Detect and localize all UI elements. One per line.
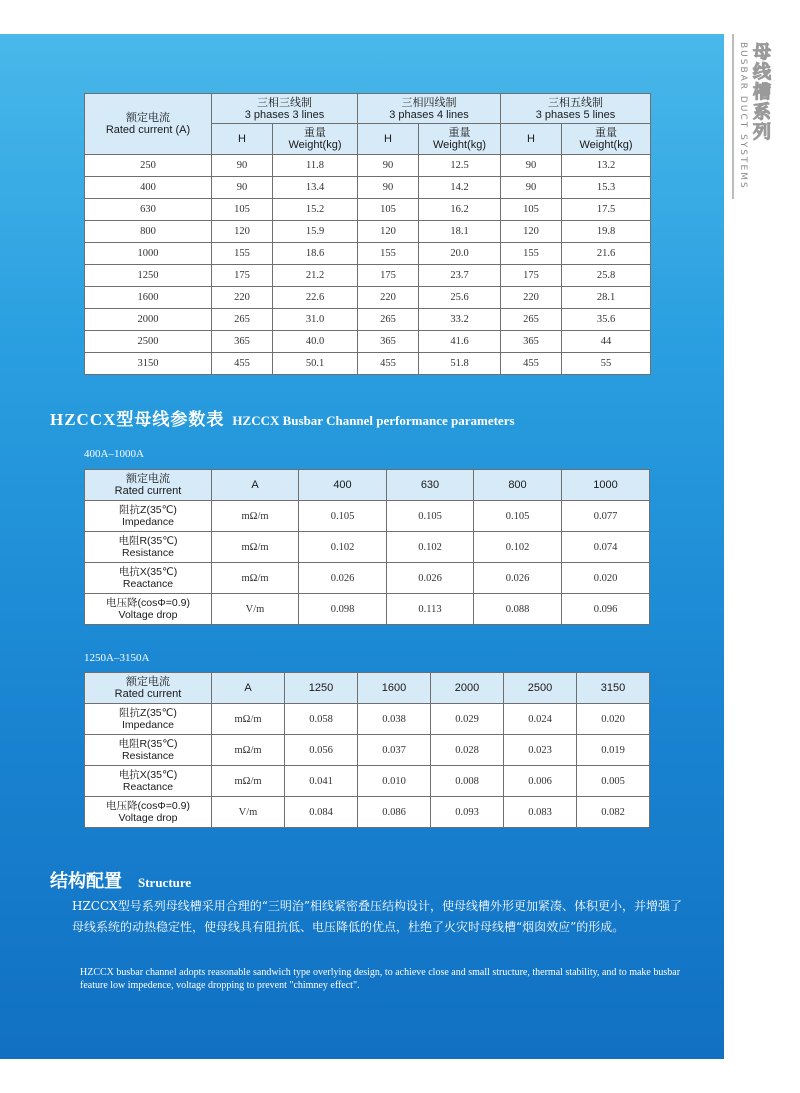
weight-table — [84, 93, 651, 375]
table-cell: 0.113 — [387, 594, 474, 625]
voltage-drop-label: 电压降(cosΦ=0.9) Voltage drop — [85, 797, 212, 828]
table-row — [85, 155, 651, 177]
table-cell: 16.2 — [419, 199, 501, 221]
group-header-3p4l: 三相四线制 3 phases 4 lines — [358, 94, 501, 124]
table-cell: 120 — [501, 221, 562, 243]
table-cell: 15.2 — [273, 199, 358, 221]
table-row — [85, 673, 650, 704]
table-row — [85, 353, 651, 375]
table-cell: 155 — [358, 243, 419, 265]
table-cell: 33.2 — [419, 309, 501, 331]
table-cell: 0.028 — [431, 735, 504, 766]
table-cell: 455 — [501, 353, 562, 375]
table-cell: 90 — [501, 177, 562, 199]
sub-header-weight: 重量 Weight(kg) — [562, 124, 651, 155]
table-cell: 0.019 — [577, 735, 650, 766]
table-cell: 25.6 — [419, 287, 501, 309]
table-cell: 2500 — [85, 331, 212, 353]
table-cell: 265 — [501, 309, 562, 331]
table-row — [85, 735, 650, 766]
table-row — [85, 177, 651, 199]
table-cell: 15.9 — [273, 221, 358, 243]
parameters-heading-en: HZCCX Busbar Channel performance parameters — [232, 413, 515, 428]
table-cell: 21.2 — [273, 265, 358, 287]
table-cell: 220 — [212, 287, 273, 309]
table-row — [85, 470, 650, 501]
table-cell: 90 — [501, 155, 562, 177]
current-header: 400 — [299, 470, 387, 501]
parameters-heading-cn: HZCCX型母线参数表 — [50, 410, 225, 429]
table-cell: 17.5 — [562, 199, 651, 221]
parameter-table-b — [84, 672, 650, 828]
group-header-3p3l: 三相三线制 3 phases 3 lines — [212, 94, 358, 124]
resistance-label: 电阻R(35℃) Resistance — [85, 532, 212, 563]
table-cell: 14.2 — [419, 177, 501, 199]
table-cell: 175 — [212, 265, 273, 287]
range-label-b: 1250A–3150A — [84, 652, 150, 664]
rated-current-header: 额定电流 Rated current (A) — [85, 94, 212, 155]
table-cell: 0.096 — [562, 594, 650, 625]
table-cell: 21.6 — [562, 243, 651, 265]
table-cell: 105 — [358, 199, 419, 221]
table-cell: 90 — [212, 155, 273, 177]
table-cell: 0.077 — [562, 501, 650, 532]
rated-current-header: 额定电流 Rated current — [85, 673, 212, 704]
reactance-label: 电抗X(35℃) Reactance — [85, 563, 212, 594]
current-header: 1250 — [285, 673, 358, 704]
table-cell: 18.6 — [273, 243, 358, 265]
table-cell: 0.005 — [577, 766, 650, 797]
table-cell: 0.105 — [474, 501, 562, 532]
table-cell: 175 — [358, 265, 419, 287]
table-cell: 12.5 — [419, 155, 501, 177]
table-cell: 220 — [501, 287, 562, 309]
sub-header-h: H — [501, 124, 562, 155]
table-cell: 0.026 — [474, 563, 562, 594]
structure-heading — [50, 867, 191, 893]
table-cell: 0.083 — [504, 797, 577, 828]
table-cell: 0.020 — [577, 704, 650, 735]
structure-paragraph-en: HZCCX busbar channel adopts reasonable sandwich type overlying design, to achieve close and small structure, thermal stability, and to make busbar feature low impedence, voltage dropping to prevent "chimney effect". — [80, 967, 681, 991]
table-row — [85, 221, 651, 243]
table-cell: 31.0 — [273, 309, 358, 331]
table-cell: 0.010 — [358, 766, 431, 797]
table-cell: 630 — [85, 199, 212, 221]
table-cell: 0.023 — [504, 735, 577, 766]
table-cell: 55 — [562, 353, 651, 375]
table-cell: 90 — [212, 177, 273, 199]
table-cell: 0.058 — [285, 704, 358, 735]
table-cell: 44 — [562, 331, 651, 353]
table-row — [85, 797, 650, 828]
table-cell: 0.041 — [285, 766, 358, 797]
table-cell: 25.8 — [562, 265, 651, 287]
table-cell: 22.6 — [273, 287, 358, 309]
table-cell: 220 — [358, 287, 419, 309]
sub-header-h: H — [212, 124, 273, 155]
table-cell: 28.1 — [562, 287, 651, 309]
table-cell: 51.8 — [419, 353, 501, 375]
table-cell: 0.020 — [562, 563, 650, 594]
rated-current-header: 额定电流 Rated current — [85, 470, 212, 501]
table-row — [85, 309, 651, 331]
table-cell: 0.038 — [358, 704, 431, 735]
table-cell: 0.102 — [299, 532, 387, 563]
structure-heading-cn: 结构配置 — [50, 871, 122, 891]
table-row — [85, 563, 650, 594]
table-cell: 0.074 — [562, 532, 650, 563]
impedance-label: 阻抗Z(35℃) Impedance — [85, 704, 212, 735]
table-cell: 105 — [501, 199, 562, 221]
table-cell: 0.037 — [358, 735, 431, 766]
current-header: 2500 — [504, 673, 577, 704]
sub-header-weight: 重量 Weight(kg) — [273, 124, 358, 155]
table-cell: 265 — [358, 309, 419, 331]
unit-cell: mΩ/m — [212, 563, 299, 594]
unit-cell: mΩ/m — [212, 532, 299, 563]
table-cell: 0.098 — [299, 594, 387, 625]
table-cell: 23.7 — [419, 265, 501, 287]
table-cell: 1000 — [85, 243, 212, 265]
table-cell: 35.6 — [562, 309, 651, 331]
table-cell: 0.105 — [299, 501, 387, 532]
table-cell: 455 — [212, 353, 273, 375]
parameter-table-a — [84, 469, 650, 625]
table-cell: 0.086 — [358, 797, 431, 828]
side-title-en: BUSBAR DUCT SYSTEMS — [738, 42, 748, 190]
table-cell: 0.084 — [285, 797, 358, 828]
table-cell: 20.0 — [419, 243, 501, 265]
table-cell: 0.088 — [474, 594, 562, 625]
table-cell: 365 — [358, 331, 419, 353]
reactance-label: 电抗X(35℃) Reactance — [85, 766, 212, 797]
current-header: 2000 — [431, 673, 504, 704]
unit-cell: mΩ/m — [212, 766, 285, 797]
table-row — [85, 594, 650, 625]
weight-table-body — [85, 155, 651, 375]
table-cell: 155 — [501, 243, 562, 265]
table-cell: 2000 — [85, 309, 212, 331]
table-cell: 800 — [85, 221, 212, 243]
table-cell: 3150 — [85, 353, 212, 375]
unit-cell: mΩ/m — [212, 735, 285, 766]
current-header: 1000 — [562, 470, 650, 501]
table-row — [85, 331, 651, 353]
table-cell: 175 — [501, 265, 562, 287]
table-cell: 0.006 — [504, 766, 577, 797]
table-row — [85, 704, 650, 735]
structure-heading-en: Structure — [138, 875, 192, 890]
table-cell: 455 — [358, 353, 419, 375]
table-cell: 155 — [212, 243, 273, 265]
structure-paragraph-cn: HZCCX型号系列母线槽采用合理的“三明治”相线紧密叠压结构设计，使母线槽外形更加紧凑、体积更小，并增强了母线系统的动热稳定性，使母线具有阻抗低、电压降低的优点，杜绝了火灾时母线槽“烟囱效应”的形成。 — [72, 899, 682, 934]
unit-header: A — [212, 470, 299, 501]
parameters-heading — [50, 405, 515, 430]
current-header: 1600 — [358, 673, 431, 704]
table-cell: 15.3 — [562, 177, 651, 199]
unit-cell: V/m — [212, 594, 299, 625]
table-row — [85, 243, 651, 265]
unit-cell: mΩ/m — [212, 501, 299, 532]
table-cell: 90 — [358, 177, 419, 199]
table-cell: 0.102 — [387, 532, 474, 563]
table-row — [85, 501, 650, 532]
table-cell: 13.2 — [562, 155, 651, 177]
table-cell: 0.105 — [387, 501, 474, 532]
table-cell: 90 — [358, 155, 419, 177]
table-cell: 0.024 — [504, 704, 577, 735]
table-cell: 120 — [358, 221, 419, 243]
table-cell: 0.008 — [431, 766, 504, 797]
table-cell: 0.029 — [431, 704, 504, 735]
table-cell: 1250 — [85, 265, 212, 287]
table-cell: 0.056 — [285, 735, 358, 766]
table-cell: 265 — [212, 309, 273, 331]
table-cell: 40.0 — [273, 331, 358, 353]
table-cell: 13.4 — [273, 177, 358, 199]
table-cell: 41.6 — [419, 331, 501, 353]
table-row — [85, 287, 651, 309]
table-cell: 0.082 — [577, 797, 650, 828]
sub-header-weight: 重量 Weight(kg) — [419, 124, 501, 155]
range-label-a: 400A–1000A — [84, 448, 144, 460]
side-title-cn: 母线槽系列 — [750, 42, 771, 142]
table-cell: 18.1 — [419, 221, 501, 243]
group-header-3p5l: 三相五线制 3 phases 5 lines — [501, 94, 651, 124]
unit-header: A — [212, 673, 285, 704]
unit-cell: mΩ/m — [212, 704, 285, 735]
table-row — [85, 199, 651, 221]
current-header: 630 — [387, 470, 474, 501]
table-cell: 250 — [85, 155, 212, 177]
table-cell: 400 — [85, 177, 212, 199]
table-cell: 0.026 — [299, 563, 387, 594]
table-cell: 120 — [212, 221, 273, 243]
table-cell: 19.8 — [562, 221, 651, 243]
current-header: 800 — [474, 470, 562, 501]
table-cell: 105 — [212, 199, 273, 221]
table-cell: 0.093 — [431, 797, 504, 828]
voltage-drop-label: 电压降(cosΦ=0.9) Voltage drop — [85, 594, 212, 625]
table-row — [85, 265, 651, 287]
table-cell: 11.8 — [273, 155, 358, 177]
unit-cell: V/m — [212, 797, 285, 828]
table-row — [85, 766, 650, 797]
table-cell: 1600 — [85, 287, 212, 309]
table-cell: 0.026 — [387, 563, 474, 594]
current-header: 3150 — [577, 673, 650, 704]
sub-header-h: H — [358, 124, 419, 155]
impedance-label: 阻抗Z(35℃) Impedance — [85, 501, 212, 532]
table-cell: 50.1 — [273, 353, 358, 375]
resistance-label: 电阻R(35℃) Resistance — [85, 735, 212, 766]
table-cell: 365 — [212, 331, 273, 353]
table-cell: 365 — [501, 331, 562, 353]
table-row — [85, 532, 650, 563]
table-cell: 0.102 — [474, 532, 562, 563]
